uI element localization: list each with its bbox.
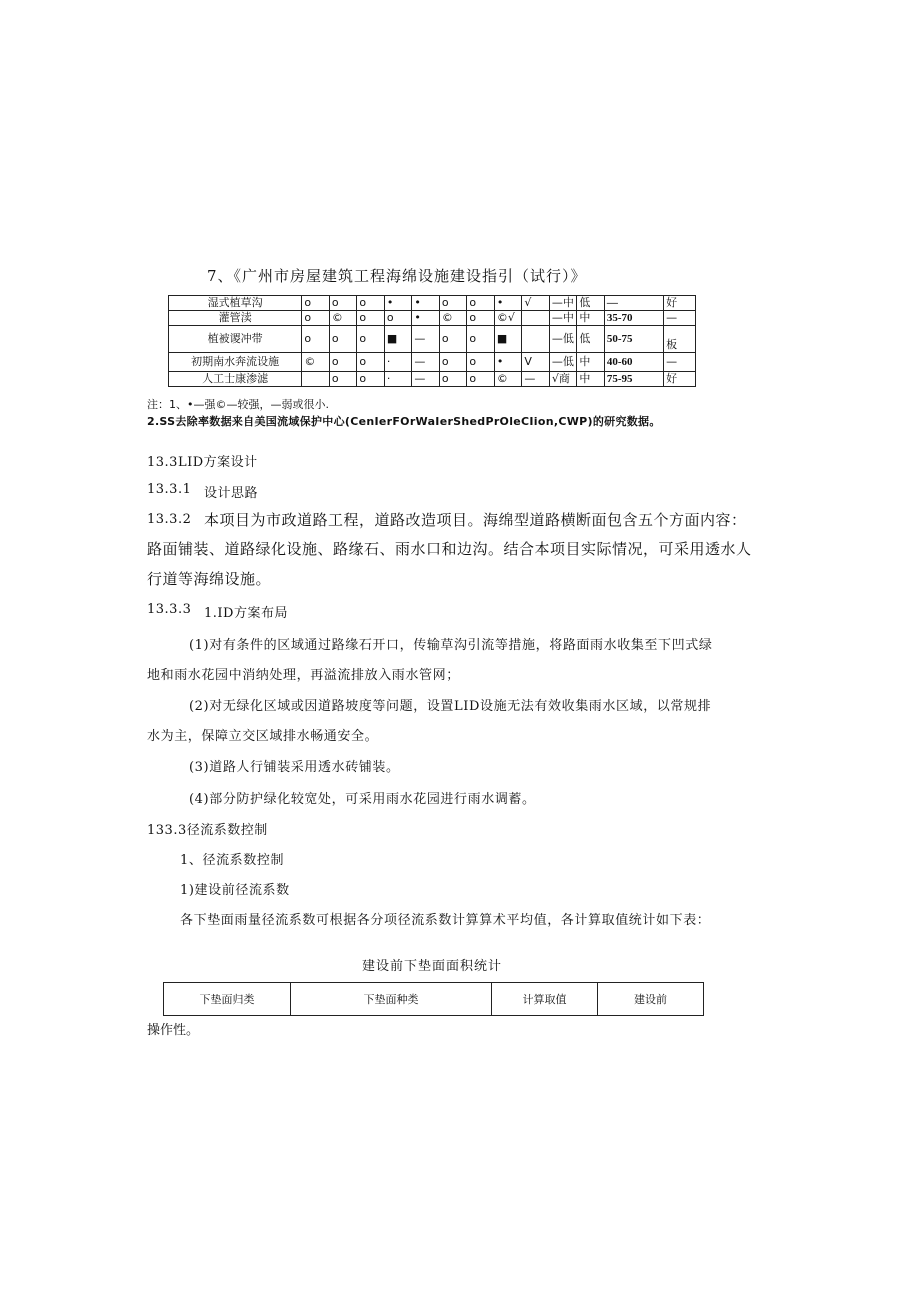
table-caption: 建设前下垫面面积统计 [362,959,503,974]
section-13-3-3-number: 13.3.3 [147,602,192,617]
section-13-3-3-title: 1.ID方案布局 [204,606,288,621]
table-cell: o [302,311,330,326]
paragraph-line: 行道等海绵设施。 [147,570,272,588]
section-133-3: 133.3径流系数控制 [147,823,268,838]
list-item-3: (3)道路人行铺装采用透水砖铺装。 [189,760,400,775]
table-cell: — [412,326,440,353]
table-cell: 50-75 [604,326,663,353]
trailing-text: 操作性。 [147,1023,200,1038]
table-cell: o [329,372,357,387]
table-cell: © [439,311,467,326]
table-cell: — [604,296,663,311]
table-cell: —低 [549,353,577,372]
table-cell: o [467,326,495,353]
table-cell: o [329,296,357,311]
table-header-cell: 下垫面种类 [291,983,492,1016]
table-cell: • [494,353,522,372]
table-cell: o [439,326,467,353]
table-row [169,326,696,353]
table-cell: 低 [577,296,605,311]
table-cell: 低 [577,326,605,353]
facility-name-cell: 人工士康渗滤 [169,372,302,387]
table-cell: o [302,326,330,353]
table-header-cell: 计算取值 [492,983,598,1016]
table-cell: 35-70 [604,311,663,326]
table-cell: © [329,311,357,326]
facility-name-cell: 初期南水奔流设施 [169,353,302,372]
table-cell: —中 [549,296,577,311]
table-cell: —中 [549,311,577,326]
table-cell: 中 [577,311,605,326]
section-heading-7: 7、《广州市房屋建筑工程海绵设施建设指引（试行）》 [207,267,587,285]
paragraph-runoff: 各下垫面雨量径流系数可根据各分项径流系数计算算术平均值，各计算取值统计如下表： [180,913,711,928]
list-item-2-cont: 水为主，保障立交区域排水畅通安全。 [147,729,379,744]
table-row [169,353,696,372]
table-cell: · [384,353,412,372]
list-item-4: (4)部分防护绿化较宽处，可采用雨水花园进行雨水调蓄。 [189,792,536,807]
table-cell: • [412,311,440,326]
table-cell: o [329,353,357,372]
table-cell: · [384,372,412,387]
table-cell: © [302,353,330,372]
section-13-3-2-number: 13.3.2 [147,512,192,527]
table-note-1: 注：1、•—强©—较强，—弱或很小. [147,398,329,411]
table-cell: o [439,372,467,387]
section-13-3-1-title: 设计思路 [204,486,259,501]
section-13-3: 13.3LID方案设计 [147,455,258,470]
list-item-1-cont: 地和雨水花园中消纳处理，再溢流排放入雨水管网； [147,668,460,683]
table-cell: 中 [577,353,605,372]
paragraph-line: 路面铺装、道路绿化设施、路缘石、雨水口和边沟。结合本项目实际情况，可采用透水人 [147,540,752,558]
facility-comparison-table [168,295,696,387]
table-row [169,296,696,311]
table-cell: o [302,296,330,311]
table-cell: o [357,372,385,387]
table-cell: • [494,296,522,311]
table-cell: o [467,353,495,372]
paragraph-line: 本项目为市政道路工程，道路改造项目。海绵型道路横断面包含五个方面内容： [204,511,747,529]
table-cell: © [494,372,522,387]
table-row [169,311,696,326]
pre-construction-area-table [163,982,704,1016]
table-header-cell: 建设前 [598,983,704,1016]
table-cell: — [412,353,440,372]
section-13-3-1-number: 13.3.1 [147,482,192,497]
list-item-2: (2)对无绿化区域或因道路坡度等问题，设置LID设施无法有效收集雨水区域，以常规排 [189,699,712,714]
table-cell: o [357,326,385,353]
subsection-1: 1、径流系数控制 [180,853,285,868]
table-cell: ■ [494,326,522,353]
table-cell: o [329,326,357,353]
table-cell: o [384,311,412,326]
table-cell: o [357,353,385,372]
table-cell: 75-95 [604,372,663,387]
table-cell: 板 [664,326,696,353]
table-note-2: 2.SS去除率数据来自美国流域保护中心(CenIerFOrWaIerShedPrOleCIion,CWP)的研究数据。 [147,415,661,428]
table-cell: o [357,296,385,311]
facility-name-cell: 灌管渎 [169,311,302,326]
table-cell: 中 [577,372,605,387]
table-cell: o [439,353,467,372]
subsection-1-1: 1)建设前径流系数 [180,883,290,898]
table-cell: • [384,296,412,311]
facility-name-cell: 植被谡冲带 [169,326,302,353]
table-cell: • [412,296,440,311]
table-cell: — [522,372,550,387]
table-cell: o [467,311,495,326]
table-cell: —低 [549,326,577,353]
table-cell: — [664,311,696,326]
table-cell [302,372,330,387]
table-cell: o [439,296,467,311]
table-cell: o [467,372,495,387]
table-cell [522,326,550,353]
table-cell: 好 [664,372,696,387]
table-header-cell: 下垫面归类 [164,983,291,1016]
table-cell: ©√ [494,311,522,326]
table-cell: √商 [549,372,577,387]
facility-name-cell: 湿式植草沟 [169,296,302,311]
table-row [169,372,696,387]
table-cell: V [522,353,550,372]
table-cell: o [467,296,495,311]
table-cell: 好 [664,296,696,311]
list-item-1: (1)对有条件的区域通过路缘石开口，传输草沟引流等措施，将路面雨水收集至下凹式绿 [189,638,713,653]
table-cell: — [412,372,440,387]
table-cell [522,311,550,326]
table-cell: ■ [384,326,412,353]
table-cell: — [664,353,696,372]
table-cell: √ [522,296,550,311]
table-cell: 40-60 [604,353,663,372]
table-cell: o [357,311,385,326]
